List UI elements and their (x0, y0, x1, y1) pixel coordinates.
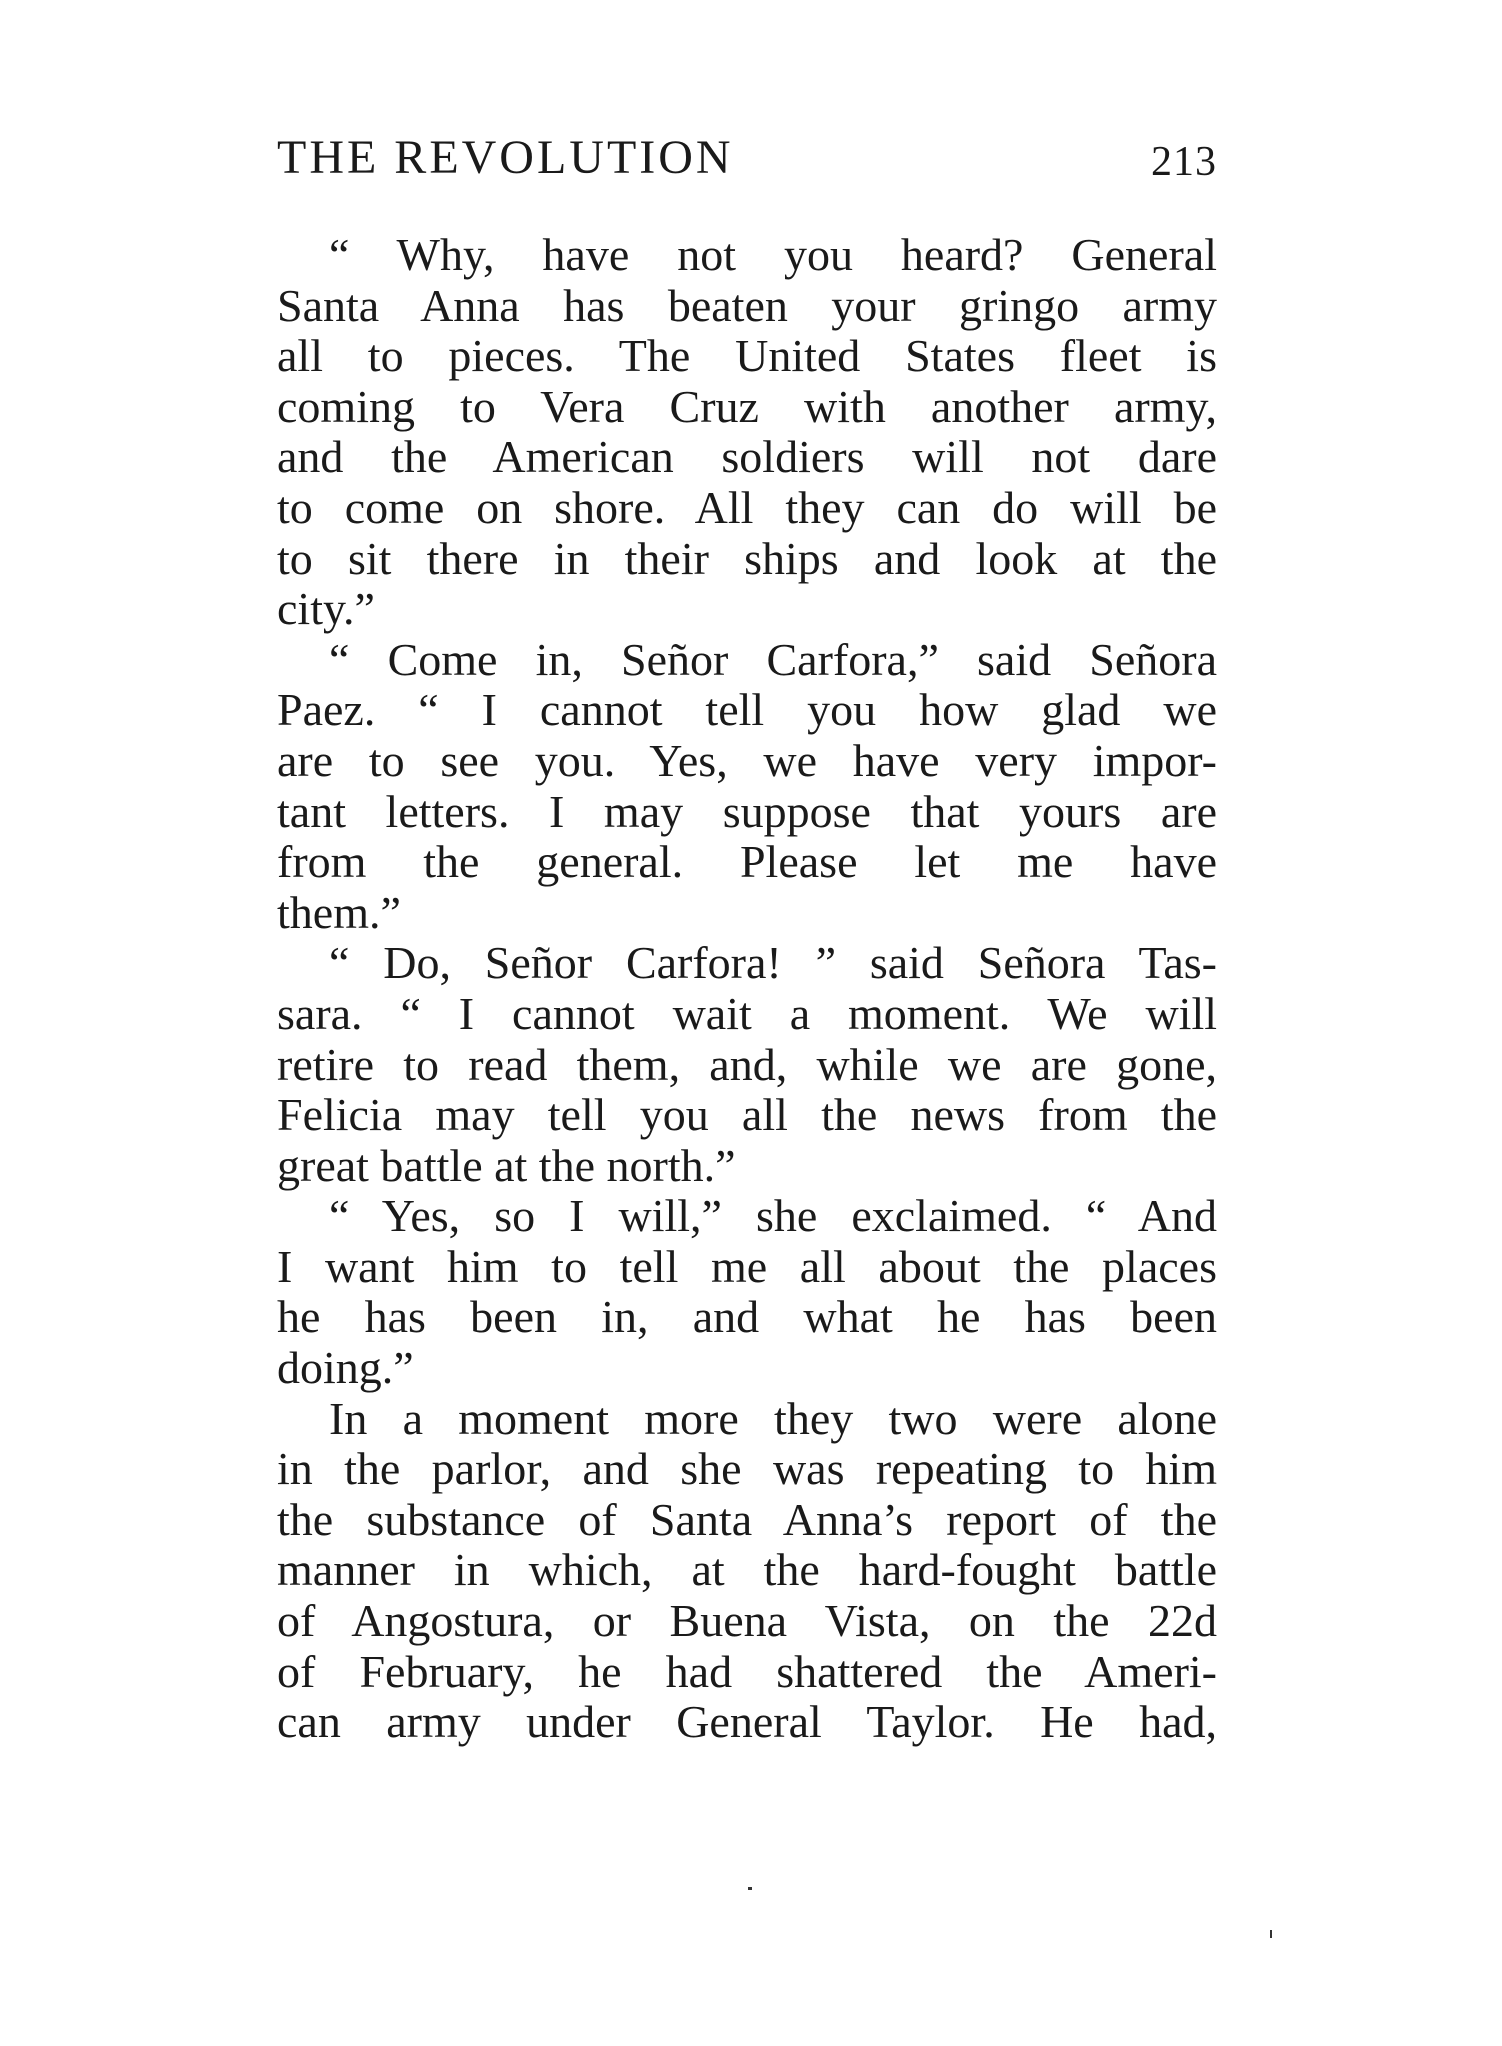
paragraph-5 (277, 1394, 1217, 1748)
text-line: I want him to tell me all about the places (277, 1240, 1217, 1292)
text-line: can army under General Taylor. He had, (277, 1696, 1217, 1748)
text-line: “ Yes, so I will,” she exclaimed. “ And (329, 1190, 1217, 1242)
text-line: all to pieces. The United States fleet is (277, 330, 1217, 382)
paragraph-3 (277, 938, 1217, 1191)
text-line: retire to read them, and, while we are gone, (277, 1038, 1217, 1090)
text-line: In a moment more they two were alone (329, 1392, 1217, 1444)
body-text (277, 230, 1217, 1748)
text-line: “ Do, Señor Carfora! ” said Señora Tas- (329, 937, 1217, 989)
text-line: “ Come in, Señor Carfora,” said Señora (329, 633, 1217, 685)
text-line: Felicia may tell you all the news from the (277, 1089, 1217, 1141)
text-line: are to see you. Yes, we have very impor- (277, 734, 1217, 786)
scan-speck-mark (748, 1887, 752, 1890)
text-line: them.” (277, 886, 401, 938)
paragraph-1 (277, 230, 1217, 635)
text-line: he has been in, and what he has been (277, 1291, 1217, 1343)
text-line: of February, he had shattered the Ameri- (277, 1645, 1217, 1697)
text-line: great battle at the north.” (277, 1139, 736, 1191)
paragraph-2 (277, 635, 1217, 939)
running-head (277, 128, 1217, 188)
text-line: from the general. Please let me have (277, 836, 1217, 888)
text-line: Santa Anna has beaten your gringo army (277, 279, 1217, 331)
text-line: coming to Vera Cruz with another army, (277, 380, 1217, 432)
text-line: Paez. “ I cannot tell you how glad we (277, 684, 1217, 736)
text-line: in the parlor, and she was repeating to him (277, 1443, 1217, 1495)
text-line: and the American soldiers will not dare (277, 431, 1217, 483)
paragraph-4 (277, 1191, 1217, 1393)
text-line: the substance of Santa Anna’s report of the (277, 1493, 1217, 1545)
text-line: tant letters. I may suppose that yours are (277, 785, 1217, 837)
scan-speck-mark (1270, 1930, 1272, 1938)
text-line: to come on shore. All they can do will be (277, 481, 1217, 533)
text-line: city.” (277, 583, 375, 635)
running-title: THE REVOLUTION (277, 131, 734, 184)
text-line: “ Why, have not you heard? General (329, 229, 1217, 280)
text-line: doing.” (277, 1342, 414, 1394)
text-line: of Angostura, or Buena Vista, on the 22d (277, 1595, 1217, 1647)
text-line: to sit there in their ships and look at the (277, 532, 1217, 584)
page-number: 213 (1151, 139, 1217, 185)
text-line: sara. “ I cannot wait a moment. We will (277, 987, 1217, 1039)
text-line: manner in which, at the hard-fought battle (277, 1544, 1217, 1596)
